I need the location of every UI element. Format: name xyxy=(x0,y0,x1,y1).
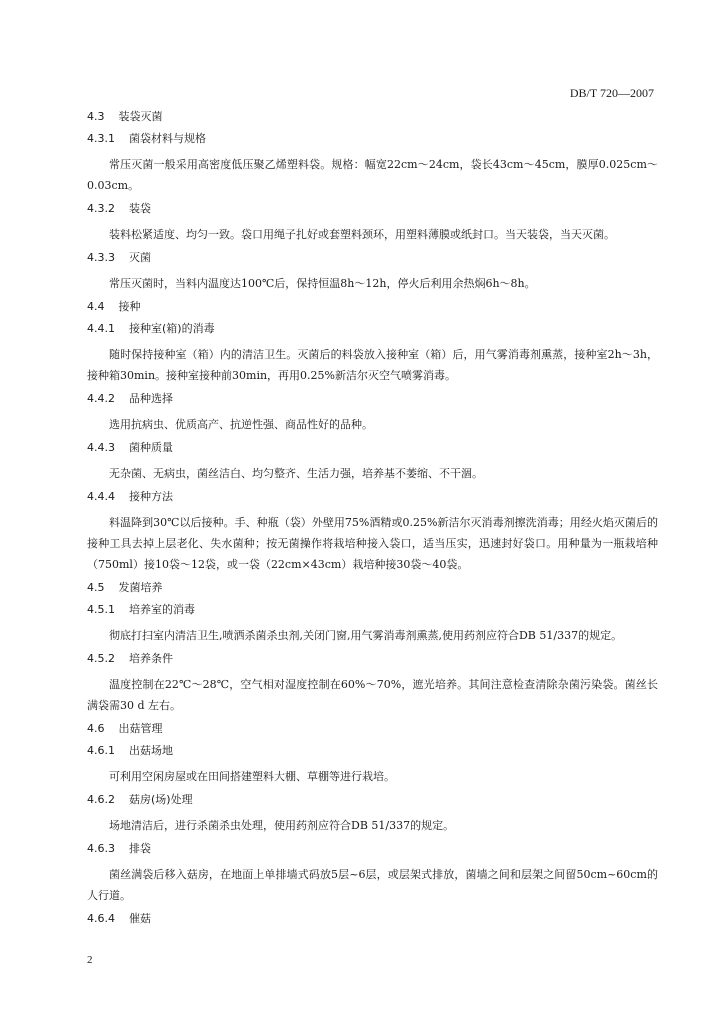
section-number: 4.4.4 xyxy=(87,490,115,503)
section-heading xyxy=(87,392,658,406)
section-heading xyxy=(87,603,658,617)
section-number: 4.6.2 xyxy=(87,793,115,806)
section-heading xyxy=(87,793,658,807)
section-title: 发菌培养 xyxy=(118,581,163,594)
section-heading xyxy=(87,322,658,336)
section-number: 4.4.2 xyxy=(87,392,115,405)
paragraph: 可利用空闲房屋或在田间搭建塑料大棚、草棚等进行栽培。 xyxy=(109,770,395,783)
section-number: 4.4 xyxy=(87,300,105,313)
section-heading xyxy=(87,581,658,595)
paragraph: 常压灭菌一般采用高密度低压聚乙烯塑料袋。规格：幅宽22cm～24cm，袋长43cm～45cm，膜厚0.025cm～0.03cm。 xyxy=(87,158,658,192)
section-number: 4.5.1 xyxy=(87,603,115,616)
section-heading xyxy=(87,300,658,314)
section-number: 4.3.2 xyxy=(87,202,115,215)
section-heading xyxy=(87,722,658,736)
section-title: 装袋 xyxy=(129,202,151,215)
section-title: 灭菌 xyxy=(129,251,151,264)
section-number: 4.4.3 xyxy=(87,441,115,454)
section-heading xyxy=(87,251,658,265)
page-number: 2 xyxy=(87,954,93,966)
paragraph: 温度控制在22℃～28℃，空气相对湿度控制在60%～70%，遮光培养。其间注意检查清除杂菌污染袋。菌丝长满袋需30 d 左右。 xyxy=(87,678,658,712)
section-title: 出菇场地 xyxy=(129,744,173,757)
section-heading xyxy=(87,912,658,926)
section-heading xyxy=(87,132,658,146)
section-title: 接种 xyxy=(118,300,141,313)
paragraph: 彻底打扫室内清洁卫生,喷洒杀菌杀虫剂,关闭门窗,用气雾消毒剂熏蒸,使用药剂应符合DB 51/337的规定。 xyxy=(109,629,623,642)
section-title: 菌种质量 xyxy=(129,441,173,454)
section-title: 排袋 xyxy=(129,842,151,855)
section-title: 接种室(箱)的消毒 xyxy=(129,322,215,335)
section-heading xyxy=(87,842,658,856)
section-number: 4.5 xyxy=(87,581,105,594)
section-number: 4.5.2 xyxy=(87,652,115,665)
paragraph: 随时保持接种室（箱）内的清洁卫生。灭菌后的料袋放入接种室（箱）后，用气雾消毒剂熏蒸，接种室2h～3h，接种箱30min。接种室接种前30min，再用0.25%新洁尔灭空气喷雾消毒。 xyxy=(87,348,658,382)
section-number: 4.6.1 xyxy=(87,744,115,757)
paragraph: 料温降到30℃以后接种。手、种瓶（袋）外壁用75%酒精或0.25%新洁尔灭消毒剂擦洗消毒；用经火焰灭菌后的接种工具去掉上层老化、失水菌种；按无菌操作将栽培种接入袋口，适当压实，迅速封好袋口。用种量为一瓶栽培种（750ml）接10袋～12袋，或一袋（22cm×43cm）栽培种接30袋～40袋。 xyxy=(87,516,658,571)
section-number: 4.3.3 xyxy=(87,251,115,264)
section-number: 4.4.1 xyxy=(87,322,115,335)
section-title: 出菇管理 xyxy=(118,722,163,735)
section-title: 菇房(场)处理 xyxy=(129,793,193,806)
section-number: 4.3 xyxy=(87,110,105,123)
section-number: 4.6 xyxy=(87,722,105,735)
section-heading xyxy=(87,652,658,666)
paragraph: 装料松紧适度、均匀一致。袋口用绳子扎好或套塑料颈环，用塑料薄膜或纸封口。当天装袋，当天灭菌。 xyxy=(109,228,615,241)
section-heading xyxy=(87,744,658,758)
section-title: 品种选择 xyxy=(129,392,173,405)
section-heading xyxy=(87,202,658,216)
paragraph: 菌丝满袋后移入菇房，在地面上单排墙式码放5层~6层，或层架式排放，菌墙之间和层架之间留50cm~60cm的人行道。 xyxy=(87,868,658,902)
section-heading xyxy=(87,490,658,504)
paragraph: 场地清洁后，进行杀菌杀虫处理，使用药剂应符合DB 51/337的规定。 xyxy=(109,819,455,832)
section-number: 4.6.3 xyxy=(87,842,115,855)
section-number: 4.6.4 xyxy=(87,912,115,925)
section-title: 培养条件 xyxy=(129,652,173,665)
document-code: DB/T 720—2007 xyxy=(569,86,654,100)
section-number: 4.3.1 xyxy=(87,132,115,145)
section-heading xyxy=(87,110,658,124)
section-title: 催菇 xyxy=(129,912,151,925)
section-title: 培养室的消毒 xyxy=(129,603,195,616)
document-body xyxy=(87,110,658,934)
paragraph: 无杂菌、无病虫，菌丝洁白、均匀整齐、生活力强，培养基不萎缩、不干涸。 xyxy=(109,467,483,480)
section-heading xyxy=(87,441,658,455)
section-title: 接种方法 xyxy=(129,490,173,503)
paragraph: 常压灭菌时，当料内温度达100℃后，保持恒温8h～12h，停火后利用余热焖6h～8h。 xyxy=(109,277,536,290)
paragraph: 选用抗病虫、优质高产、抗逆性强、商品性好的品种。 xyxy=(109,418,373,431)
section-title: 装袋灭菌 xyxy=(118,110,163,123)
section-title: 菌袋材料与规格 xyxy=(129,132,206,145)
